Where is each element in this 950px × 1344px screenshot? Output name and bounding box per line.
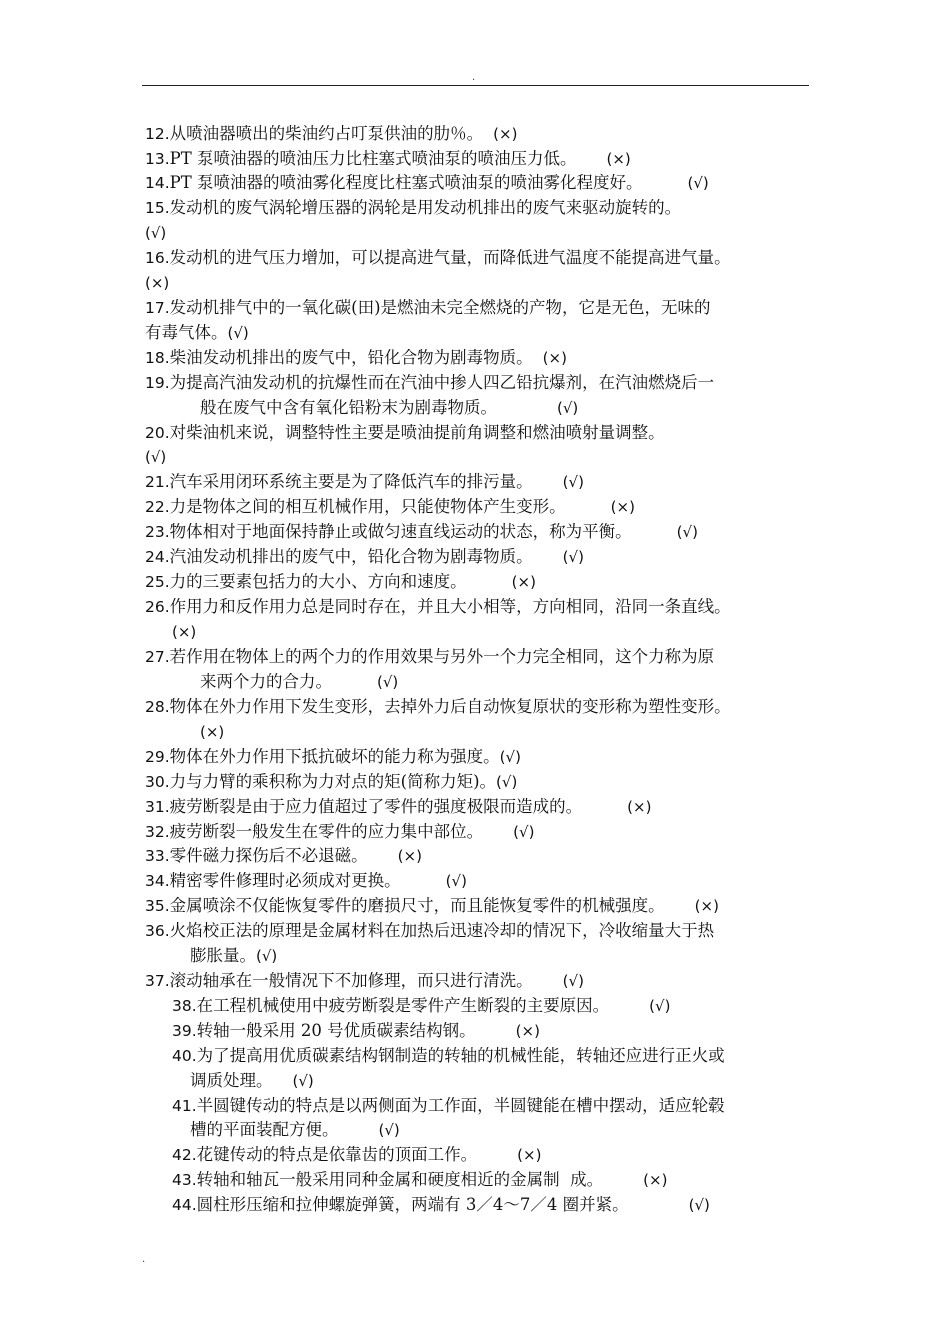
question-text: 疲劳断裂是由于应力值超过了零件的强度极限而造成的。 — [169, 797, 583, 816]
question-line — [190, 1071, 314, 1091]
question-number: 38. — [172, 997, 197, 1015]
question-line — [145, 522, 698, 542]
question-number: 44. — [172, 1196, 197, 1214]
question-number: 42. — [172, 1146, 197, 1164]
question-text: 调质处理。 — [190, 1071, 273, 1090]
answer-mark: (√) — [557, 399, 579, 417]
answer-mark: (×) — [606, 150, 631, 168]
question-line — [200, 672, 398, 692]
question-number: 35. — [145, 897, 170, 915]
question-line — [145, 547, 584, 567]
answer-mark: (×) — [397, 847, 422, 865]
question-line — [145, 572, 536, 592]
question-number: 32. — [145, 823, 170, 841]
question-number: 19. — [145, 374, 170, 392]
question-line — [172, 1145, 541, 1165]
question-text: 力与力臂的乘积称为力对点的矩(简称力矩)。 — [169, 772, 497, 791]
question-number: 33. — [145, 847, 170, 865]
question-number: 17. — [145, 299, 170, 317]
question-number: 30. — [145, 773, 170, 791]
answer-mark: (√) — [513, 823, 535, 841]
answer-mark: (×) — [172, 623, 197, 641]
question-line — [145, 423, 665, 443]
answer-mark: (√) — [562, 548, 584, 566]
question-text: 半圆键传动的特点是以两侧面为工作面，半圆键能在槽中摆动，适应轮毂 — [196, 1096, 725, 1115]
question-line — [145, 149, 631, 169]
question-line — [145, 124, 517, 144]
question-line — [200, 722, 224, 742]
question-text: 火焰校正法的原理是金属材料在加热后迅速冷却的情况下，冷收缩量大于热 — [169, 921, 715, 940]
answer-mark: (×) — [643, 1171, 668, 1189]
question-text: PT 泵喷油器的喷油压力比柱塞式喷油泵的喷油压力低。 — [169, 149, 577, 168]
answer-mark: (√) — [377, 673, 399, 691]
question-text: 汽油发动机排出的废气中，铅化合物为剧毒物质。 — [169, 547, 533, 566]
question-line — [145, 846, 422, 866]
question-line — [145, 248, 731, 268]
question-number: 12. — [145, 125, 170, 143]
question-text: 从喷油器喷出的柴油约占叮泵供油的肋％。 — [169, 124, 484, 143]
answer-mark: (×) — [511, 573, 536, 591]
question-text: 力的三要素包括力的大小、方向和速度。 — [169, 572, 467, 591]
question-text: 力是物体之间的相互机械作用，只能使物体产生变形。 — [169, 497, 566, 516]
question-text: 物体在外力作用下抵抗破坏的能力称为强度。 — [169, 747, 500, 766]
question-text: 发动机排气中的一氧化碳(田)是燃油未完全燃烧的产物，它是无色，无味的 — [169, 298, 711, 317]
answer-mark: (√) — [445, 872, 467, 890]
answer-mark: (×) — [515, 1022, 540, 1040]
question-number: 20. — [145, 424, 170, 442]
question-number: 18. — [145, 349, 170, 367]
question-text: 圆柱形压缩和拉伸螺旋弹簧，两端有 3／4～7／4 圈并紧。 — [196, 1195, 629, 1214]
answer-mark: (×) — [542, 349, 567, 367]
answer-mark: (√) — [499, 748, 521, 766]
question-line — [190, 946, 277, 966]
question-number: 40. — [172, 1047, 197, 1065]
question-line — [172, 1195, 710, 1215]
question-line — [145, 273, 169, 293]
question-line — [145, 373, 714, 393]
question-line — [200, 398, 578, 418]
question-text: 为了提高用优质碳素结构钢制造的转轴的机械性能，转轴还应进行正火或 — [196, 1046, 725, 1065]
question-line — [145, 223, 166, 243]
question-line — [145, 597, 731, 617]
question-line — [145, 173, 709, 193]
question-text: 在工程机械使用中疲劳断裂是零件产生断裂的主要原因。 — [196, 996, 610, 1015]
question-number: 28. — [145, 698, 170, 716]
question-line — [145, 198, 681, 218]
question-text: 来两个力的合力。 — [200, 672, 332, 691]
question-text: 为提高汽油发动机的抗爆性而在汽油中掺人四乙铅抗爆剂，在汽油燃烧后一 — [169, 373, 715, 392]
question-line — [145, 323, 249, 343]
question-line — [145, 747, 521, 767]
question-text: 精密零件修理时必须成对更换。 — [169, 871, 401, 890]
question-text: 槽的平面装配方便。 — [190, 1120, 339, 1139]
answer-mark: (×) — [493, 125, 518, 143]
question-number: 21. — [145, 473, 170, 491]
question-number: 22. — [145, 498, 170, 516]
question-line — [172, 622, 196, 642]
answer-mark: (√) — [145, 224, 167, 242]
question-text: 柴油发动机排出的废气中，铅化合物为剧毒物质。 — [169, 348, 533, 367]
answer-mark: (√) — [562, 972, 584, 990]
question-number: 34. — [145, 872, 170, 890]
answer-mark: (×) — [610, 498, 635, 516]
question-number: 24. — [145, 548, 170, 566]
question-number: 23. — [145, 523, 170, 541]
question-number: 36. — [145, 922, 170, 940]
answer-mark: (×) — [627, 798, 652, 816]
answer-mark: (√) — [256, 947, 278, 965]
question-line — [145, 822, 534, 842]
header-dot: . — [472, 72, 476, 83]
question-text: 物体在外力作用下发生变形，去掉外力后自动恢复原状的变形称为塑性变形。 — [169, 697, 731, 716]
question-text: 滚动轴承在一般情况下不加修理，而只进行清洗。 — [169, 971, 533, 990]
question-text: 花键传动的特点是依靠齿的顶面工作。 — [196, 1145, 478, 1164]
question-line — [145, 348, 567, 368]
answer-mark: (×) — [694, 897, 719, 915]
answer-mark: (√) — [145, 448, 167, 466]
question-line — [190, 1120, 400, 1140]
answer-mark: (×) — [145, 274, 170, 292]
question-text: 有毒气体。 — [145, 323, 228, 342]
question-number: 27. — [145, 648, 170, 666]
question-line — [145, 971, 584, 991]
question-text: 疲劳断裂一般发生在零件的应力集中部位。 — [169, 822, 484, 841]
question-text: 转轴和轴瓦一般采用同种金属和硬度相近的金属制 成。 — [196, 1170, 604, 1189]
question-number: 43. — [172, 1171, 197, 1189]
question-number: 26. — [145, 598, 170, 616]
question-number: 29. — [145, 748, 170, 766]
footer-dot: . — [142, 1254, 146, 1265]
answer-mark: (√) — [687, 174, 709, 192]
answer-mark: (×) — [200, 723, 225, 741]
question-line — [145, 697, 731, 717]
question-text: PT 泵喷油器的喷油雾化程度比柱塞式喷油泵的喷油雾化程度好。 — [169, 173, 643, 192]
answer-mark: (√) — [676, 523, 698, 541]
question-line — [145, 896, 719, 916]
question-text: 般在废气中含有氧化铅粉末为剧毒物质。 — [200, 398, 497, 417]
question-line — [172, 1046, 725, 1066]
question-line — [145, 797, 651, 817]
answer-mark: (√) — [378, 1121, 400, 1139]
question-number: 31. — [145, 798, 170, 816]
question-text: 汽车采用闭环系统主要是为了降低汽车的排污量。 — [169, 472, 533, 491]
question-text: 膨胀量。 — [190, 946, 256, 965]
question-line — [172, 1170, 667, 1190]
question-number: 13. — [145, 150, 170, 168]
question-text: 发动机的进气压力增加，可以提高进气量，而降低进气温度不能提高进气量。 — [169, 248, 731, 267]
question-text: 物体相对于地面保持静止或做匀速直线运动的状态，称为平衡。 — [169, 522, 632, 541]
question-text: 零件磁力探伤后不必退磁。 — [169, 846, 368, 865]
question-text: 金属喷涂不仅能恢复零件的磨损尺寸，而且能恢复零件的机械强度。 — [169, 896, 665, 915]
answer-mark: (√) — [496, 773, 518, 791]
question-line — [172, 1096, 725, 1116]
question-number: 41. — [172, 1097, 197, 1115]
question-line — [145, 497, 635, 517]
question-text: 作用力和反作用力总是同时存在，并且大小相等，方向相同，沿同一条直线。 — [169, 597, 731, 616]
question-number: 16. — [145, 249, 170, 267]
question-line — [145, 472, 584, 492]
question-line — [145, 298, 711, 318]
answer-mark: (√) — [688, 1196, 710, 1214]
question-text: 对柴油机来说，调整特性主要是喷油提前角调整和燃油喷射量调整。 — [169, 423, 665, 442]
answer-mark: (√) — [227, 324, 249, 342]
answer-mark: (√) — [292, 1072, 314, 1090]
question-line — [145, 921, 714, 941]
answer-mark: (×) — [517, 1146, 542, 1164]
question-text: 发动机的废气涡轮增压器的涡轮是用发动机排出的废气来驱动旋转的。 — [169, 198, 682, 217]
question-line — [172, 1021, 540, 1041]
question-number: 39. — [172, 1022, 197, 1040]
question-number: 25. — [145, 573, 170, 591]
answer-mark: (√) — [649, 997, 671, 1015]
question-line — [145, 871, 467, 891]
question-number: 14. — [145, 174, 170, 192]
question-number: 15. — [145, 199, 170, 217]
question-text: 转轴一般采用 20 号优质碳素结构钢。 — [196, 1021, 476, 1040]
question-line — [145, 772, 517, 792]
question-line — [145, 447, 166, 467]
question-line — [145, 647, 714, 667]
question-line — [172, 996, 670, 1016]
answer-mark: (√) — [562, 473, 584, 491]
question-text: 若作用在物体上的两个力的作用效果与另外一个力完全相同，这个力称为原 — [169, 647, 715, 666]
question-number: 37. — [145, 972, 170, 990]
